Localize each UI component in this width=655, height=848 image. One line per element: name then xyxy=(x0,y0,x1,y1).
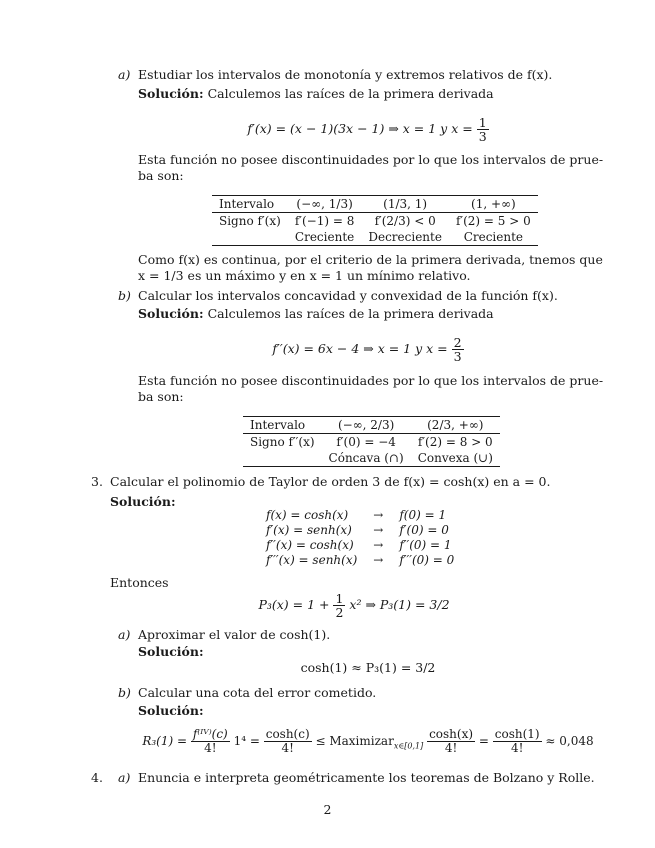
item-a-label: a) xyxy=(118,67,131,82)
derivative-row: f′′′(x) = senh(x) → f′′′(0) = 0 xyxy=(266,553,455,567)
item-b-text: Calcular los intervalos concavidad y convexidad de la función f(x). xyxy=(138,288,558,303)
item-b-label: b) xyxy=(118,288,131,303)
item-4a-text: Enuncia e interpreta geométricamente los teoremas de Bolzano y Rolle. xyxy=(138,770,595,785)
table-header-cell: (−∞, 1/3) xyxy=(288,196,362,213)
item-3b-text: Calcular una cota del error cometido. xyxy=(138,685,377,700)
item-3b-solution-label: Solución: xyxy=(138,703,204,718)
table-header-cell: Intervalo xyxy=(212,196,288,213)
error-bound-equation: R₃(1) = $\frac{\text{f⁽ᴵⱽ⁾(c)}}{4!}$ 1⁴ = $\frac{\cosh(c)}{4!}$ ≤ Maximizar$_{x\in[0,1]}$ $\frac{\cosh(x)}{4!}$ = $\frac{\cosh(1)}{4!}$ ≈ 0,048 xyxy=(142,727,594,755)
item-b-solution: Solución: Calculemos las raíces de la primera derivada xyxy=(138,306,494,321)
item-3a-text: Aproximar el valor de cosh(1). xyxy=(138,627,331,642)
table-cell: f′(2) = 8 > 0 xyxy=(411,434,500,451)
table-cell: f′(2/3) < 0 xyxy=(361,213,449,230)
derivative-row: f′′(x) = cosh(x) → f′′(0) = 1 xyxy=(266,538,452,552)
item-a-para-1: Esta función no posee discontinuidades por lo que los intervalos de prue- xyxy=(138,152,604,167)
item-a-derivative-equation: f′(x) = (x − 1)(3x − 1) ⇒ x = 1 y x = $\frac{1}{3}$ xyxy=(247,115,487,144)
page-number: 2 xyxy=(323,802,332,817)
table-cell: Decreciente xyxy=(361,229,449,246)
table-header-cell: (2/3, +∞) xyxy=(411,417,500,434)
derivative-row: f(x) = cosh(x) → f(0) = 1 xyxy=(266,508,447,522)
item-a-conclusion-1: Como f(x) es continua, por el criterio de la primera derivada, tnemos que xyxy=(138,252,603,267)
table-header-cell: Intervalo xyxy=(243,417,322,434)
entonces-label: Entonces xyxy=(110,575,169,590)
taylor-derivatives xyxy=(262,508,458,568)
item-4-number: 4. xyxy=(91,770,103,785)
table-header-cell: (−∞, 2/3) xyxy=(322,417,411,434)
monotonicity-table xyxy=(212,195,538,246)
derivative-row: f′(x) = senh(x) → f′(0) = 0 xyxy=(266,523,449,537)
table-cell: Cóncava (∩) xyxy=(322,450,411,467)
item-3-number: 3. xyxy=(91,474,103,489)
item-4a-label: a) xyxy=(118,770,131,785)
item-b-second-derivative-equation: f′′(x) = 6x − 4 ⇒ x = 1 y x = $\frac{2}{3}$ xyxy=(272,335,462,364)
item-3a-label: a) xyxy=(118,627,131,642)
table-cell: Convexa (∪) xyxy=(411,450,500,467)
table-cell: Creciente xyxy=(288,229,362,246)
table-cell: f′(0) = −4 xyxy=(322,434,411,451)
table-cell xyxy=(243,450,322,467)
item-3b-label: b) xyxy=(118,685,131,700)
table-cell: Creciente xyxy=(449,229,538,246)
item-a-solution: Solución: Calculemos las raíces de la primera derivada xyxy=(138,86,494,101)
item-b-para-2: ba son: xyxy=(138,389,184,404)
table-header-cell: (1, +∞) xyxy=(449,196,538,213)
table-cell xyxy=(212,229,288,246)
item-3a-solution-label: Solución: xyxy=(138,644,204,659)
table-cell: f′(−1) = 8 xyxy=(288,213,362,230)
item-a-text: Estudiar los intervalos de monotonía y extremos relativos de f(x). xyxy=(138,67,553,82)
concavity-table xyxy=(243,416,500,467)
cosh-approx-equation: cosh(1) ≈ P₃(1) = 3/2 xyxy=(300,660,436,675)
table-header-cell: (1/3, 1) xyxy=(361,196,449,213)
table-cell: Signo f′′(x) xyxy=(243,434,322,451)
item-3-text: Calcular el polinomio de Taylor de orden 3 de f(x) = cosh(x) en a = 0. xyxy=(110,474,551,489)
item-3-solution-label: Solución: xyxy=(110,494,176,509)
table-cell: f′(2) = 5 > 0 xyxy=(449,213,538,230)
item-b-para-1: Esta función no posee discontinuidades por lo que los intervalos de prue- xyxy=(138,373,604,388)
item-a-conclusion-2: x = 1/3 es un máximo y en x = 1 un mínimo relativo. xyxy=(138,268,471,283)
taylor-polynomial-equation: P₃(x) = 1 + $\frac{1}{2}$ x² ⇒ P₃(1) = 3/2 xyxy=(258,591,450,620)
item-a-para-2: ba son: xyxy=(138,168,184,183)
table-cell: Signo f′(x) xyxy=(212,213,288,230)
